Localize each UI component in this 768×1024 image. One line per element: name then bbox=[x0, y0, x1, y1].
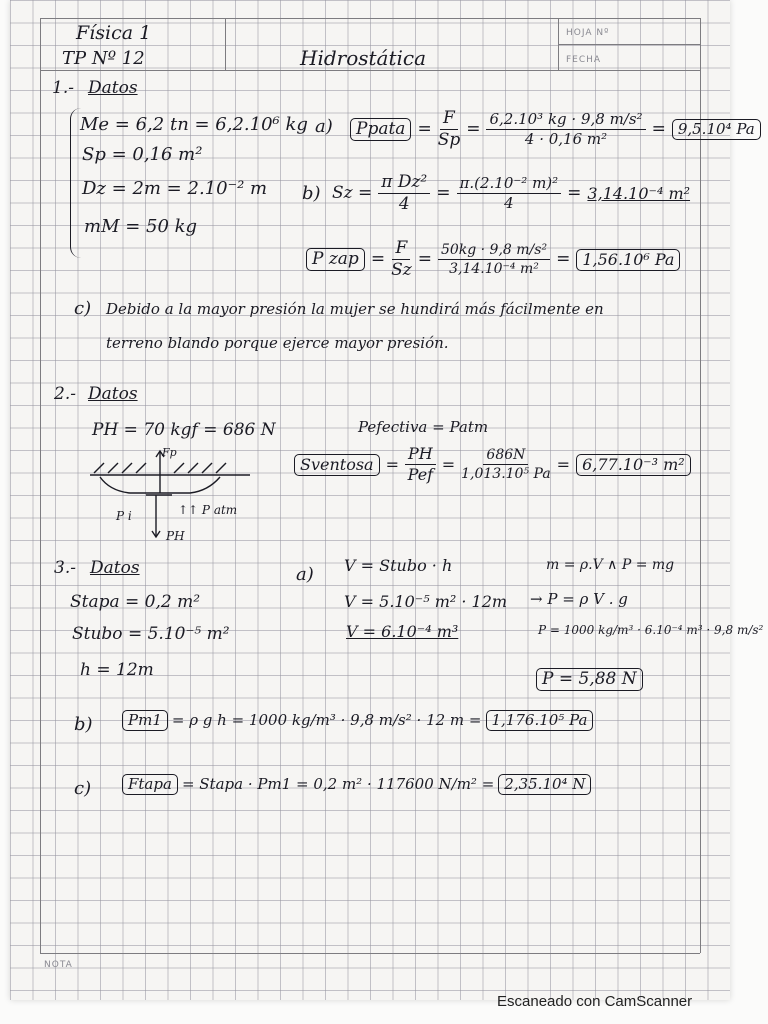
p3-datos: Datos bbox=[90, 558, 140, 578]
p3c-equation bbox=[122, 774, 591, 795]
p3a-line1: V = Stubo · h bbox=[344, 556, 453, 575]
p1a-equation bbox=[350, 110, 761, 149]
p1a-num: F bbox=[440, 110, 458, 130]
p1b2-substitution bbox=[438, 243, 550, 276]
p2-den: Pef bbox=[407, 465, 434, 484]
p3b-equation bbox=[122, 710, 593, 731]
p3b-label: b) bbox=[74, 714, 93, 735]
footer-line bbox=[40, 953, 700, 954]
p2-mid-num: 686N bbox=[483, 448, 528, 465]
p1b2-mid-num: 50kg · 9,8 m/s² bbox=[438, 243, 550, 260]
p1c-label: c) bbox=[74, 298, 92, 319]
p1b-den: 4 bbox=[398, 194, 410, 214]
p1-data-mass: Me = 6,2 tn = 6,2.10⁶ kg bbox=[80, 114, 308, 135]
p3b-lhs: Pm1 bbox=[122, 710, 168, 731]
p1a-fraction bbox=[438, 110, 461, 149]
p2-substitution bbox=[461, 448, 551, 481]
p1b2-result: 1,56.10⁶ Pa bbox=[576, 249, 680, 271]
subject-title: Física 1 bbox=[76, 22, 152, 44]
p1b-substitution bbox=[457, 176, 562, 211]
header-top-line bbox=[40, 18, 700, 19]
p3-data-stapa: Stapa = 0,2 m² bbox=[70, 592, 201, 612]
p1-number: 1.- bbox=[52, 78, 74, 98]
equals-sign: = bbox=[567, 183, 582, 203]
p2-number: 2.- bbox=[54, 384, 76, 404]
p1a-result: 9,5.10⁴ Pa bbox=[672, 119, 761, 140]
p3c-result: 2,35.10⁴ N bbox=[498, 774, 591, 795]
topic-title: Hidrostática bbox=[300, 46, 427, 70]
p1a-mid-num: 6,2.10³ kg · 9,8 m/s² bbox=[486, 112, 645, 130]
fig-fp-label: Fp bbox=[162, 446, 177, 459]
p1a-lhs: Ppata bbox=[350, 118, 411, 141]
header-divider-3 bbox=[558, 44, 700, 45]
p1a-mid-den: 4 · 0,16 m² bbox=[524, 130, 608, 148]
p2-data-weight: PH = 70 kgf = 686 N bbox=[92, 420, 276, 440]
p3a-line3: V = 6.10⁻⁴ m³ bbox=[346, 622, 459, 641]
equals-sign: = bbox=[466, 119, 481, 139]
header-bottom-line bbox=[40, 70, 700, 71]
p2-pef: Pefectiva = Patm bbox=[358, 418, 489, 436]
left-margin-line bbox=[40, 18, 41, 953]
p3a-line2: V = 5.10⁻⁵ m² · 12m bbox=[344, 592, 508, 611]
camscanner-watermark: Escaneado con CamScanner bbox=[497, 993, 693, 1010]
header-divider-1 bbox=[225, 18, 226, 70]
notebook-page bbox=[10, 0, 764, 1000]
p2-lhs: Sventosa bbox=[294, 454, 380, 476]
p2-num: PH bbox=[405, 446, 436, 465]
equals-sign: = bbox=[436, 183, 451, 203]
p3a-right3: P = 1000 kg/m³ · 6.10⁻⁴ m³ · 9,8 m/s² bbox=[538, 623, 764, 637]
p3a-right1: m = ρ.V ∧ P = mg bbox=[546, 557, 675, 573]
p3-data-stubo: Stubo = 5.10⁻⁵ m² bbox=[72, 624, 230, 644]
p1b2-lhs: P zap bbox=[306, 248, 365, 271]
equals-sign: = bbox=[556, 249, 571, 269]
p3b-result: 1,176.10⁵ Pa bbox=[486, 710, 594, 731]
equals-sign: = bbox=[370, 249, 386, 269]
p1b2-num: F bbox=[392, 240, 410, 260]
p3c-label: c) bbox=[74, 778, 92, 799]
p1-datos: Datos bbox=[88, 78, 138, 98]
tp-number: TP Nº 12 bbox=[62, 48, 145, 69]
p1b2-fraction bbox=[391, 240, 412, 279]
p1a-substitution bbox=[486, 112, 645, 147]
equals-sign: = bbox=[417, 119, 432, 139]
equals-sign: = bbox=[651, 119, 666, 139]
p1b2-equation bbox=[306, 240, 680, 279]
p2-equation bbox=[294, 446, 691, 483]
p1b-num: π Dz² bbox=[378, 174, 430, 194]
p3a-label: a) bbox=[296, 564, 314, 585]
nota-label: NOTA bbox=[44, 960, 73, 970]
p2-mid-den: 1,013.10⁵ Pa bbox=[461, 466, 551, 482]
fig-pi-label: P i bbox=[116, 509, 132, 523]
fecha-label: FECHA bbox=[566, 55, 602, 65]
fig-ph-label: PH bbox=[166, 529, 185, 543]
hoja-label: HOJA Nº bbox=[566, 28, 610, 38]
p1b-mid-num: π.(2.10⁻² m)² bbox=[457, 176, 562, 194]
equals-sign: = bbox=[417, 249, 432, 269]
p1b2-den: Sz bbox=[391, 260, 412, 280]
p2-fraction bbox=[405, 446, 436, 483]
equals-sign: = bbox=[441, 454, 456, 474]
p1b2-mid-den: 3,14.10⁻⁴ m² bbox=[449, 261, 539, 277]
p3-data-height: h = 12m bbox=[80, 660, 154, 680]
p3-number: 3.- bbox=[54, 558, 76, 578]
p1b-fraction bbox=[378, 174, 430, 213]
p3a-right2: → P = ρ V . g bbox=[530, 590, 628, 608]
p3c-expr: = Stapa · Pm1 = 0,2 m² · 117600 N/m² = bbox=[181, 775, 495, 793]
p2-result: 6,77.10⁻³ m² bbox=[576, 454, 691, 476]
p1b-equation bbox=[332, 174, 690, 213]
p3a-result: P = 5,88 N bbox=[536, 668, 643, 691]
p1b-label: b) bbox=[302, 183, 321, 204]
p2-datos: Datos bbox=[88, 384, 138, 404]
p1b-mid-den: 4 bbox=[504, 194, 514, 212]
p1c-line1: Debido a la mayor presión la mujer se hundirá más fácilmente en bbox=[106, 300, 604, 318]
p1-data-diameter: Dz = 2m = 2.10⁻² m bbox=[82, 178, 268, 199]
p3b-expr: = ρ g h = 1000 kg/m³ · 9,8 m/s² · 12 m = bbox=[171, 711, 482, 729]
right-margin-line bbox=[700, 18, 701, 953]
equals-sign: = bbox=[556, 454, 571, 474]
p1-data-area: Sp = 0,16 m² bbox=[82, 144, 203, 165]
p1a-label: a) bbox=[315, 116, 333, 137]
p3c-lhs: Ftapa bbox=[122, 774, 178, 795]
p1c-line2: terreno blando porque ejerce mayor presión. bbox=[106, 334, 449, 352]
p1-data-mass-woman: mM = 50 kg bbox=[84, 216, 198, 237]
p1b-result: 3,14.10⁻⁴ m² bbox=[587, 183, 691, 203]
p1b-lhs: Sz = bbox=[332, 183, 373, 203]
equals-sign: = bbox=[385, 454, 399, 474]
fig-patm-label: ↑↑ P atm bbox=[178, 503, 238, 517]
p1a-den: Sp bbox=[437, 130, 461, 150]
